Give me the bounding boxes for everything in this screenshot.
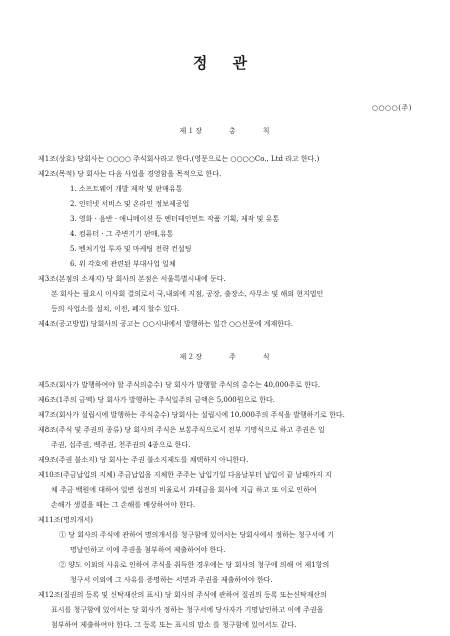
article-7: 제7조(회사가 설립시에 발행하는 주식총수) 당회사는 설립시에 10,000주의 주식을 발행하기로 한다.: [38, 411, 345, 419]
document-title: 정 관: [192, 54, 258, 72]
article-11-para-2: ② 양도 이외의 사유로 인하여 주식을 취득한 경우에는 당 회사의 청구에 의해 여 제1항의: [59, 561, 330, 569]
article-1: 제1조(상호) 당회사는 ○○○○ 주식회사라고 한다.(영문으로는 ○○○○Co., Ltd 라고 한다.): [38, 155, 320, 163]
chapter-2-number: 제２장: [179, 353, 203, 361]
chapter-1-number: 제１장: [179, 127, 203, 135]
article-8-cont: 주권, 십주권, 백주권, 천주권의 4종으로 한다.: [51, 441, 191, 449]
purpose-item-6: 6. 위 각호에 관련된 부대사업 일체: [70, 260, 176, 268]
article-5: 제5조(회사가 발행하여야 할 주식의총수) 당 회사가 발행할 주식의 총수는 40,000주로 한다.: [38, 381, 321, 389]
chapter-2-name: 주: [229, 353, 237, 361]
chapter-2-heading: [0, 352, 450, 362]
article-11-para-1-cont: 명날인하고 이에 주권을 첨부하여 제출하여야 한다.: [70, 546, 226, 554]
purpose-item-1: 1. 소프트웨어 개발 제작 및 판매유통: [70, 185, 183, 193]
article-3-text-cont: 등의 사업소를 설치, 이전, 폐지 할수 있다.: [51, 305, 180, 313]
purpose-item-4: 4. 컴퓨터 · 그 주변기기 판매,유통: [70, 230, 174, 238]
article-4: 제4조(공고방법) 당회사의 공고는 ○○시내에서 발행하는 일간 ○○신문에 게재한다.: [38, 320, 294, 328]
article-12-cont-1: 표시를 청구함에 있어서는 당 회사가 정하는 청구서에 당사자가 기명날인하고 이에 주권을: [51, 606, 324, 614]
article-10: 제10조(주금납입의 지체) 주금납입을 지체한 주주는 납입기일 다음날부터 납입이 끝 날때까지 지: [38, 471, 332, 479]
article-6: 제6조(1주의 금액) 당 회사가 발행하는 주식일주의 금액은 5,000원으로 한다.: [38, 396, 276, 404]
article-12-cont-2: 첨부하여 제출하여야 한다. 그 등록 또는 표시의 말소 를 청구함에 있어서도 같다.: [51, 621, 297, 629]
chapter-1-name-2: 칙: [262, 127, 271, 135]
chapter-1-name: 총: [229, 127, 237, 135]
purpose-item-3: 3. 영화 · 음반 · 애니메이션 등 엔터테인먼트 작품 기획, 제작 및 유통: [70, 215, 280, 223]
article-9: 제9조(주권 불소지) 당 회사는 주권 불소지제도를 채택하지 아니한다.: [38, 456, 249, 464]
company-name: ○○○○(주): [371, 104, 412, 112]
chapter-2-name-2: 식: [262, 353, 271, 361]
chapter-2-body: [38, 378, 418, 633]
article-8: 제8조(주식 및 주권의 종류) 당 회사의 주식은 보통주식으로서 전부 기명식으로 하고 주권은 일: [38, 426, 325, 434]
article-11-para-2-cont: 청구서 이외에 그 사유를 증명하는 서면과 주권을 제출하여야 한다.: [70, 576, 273, 584]
article-10-cont-1: 체 주금 백원에 대하여 일변 십전의 비율로서 과태금을 회사에 지급 하고 또 이로 인하여: [51, 486, 317, 494]
article-10-cont-2: 손해가 생겼을 때는 그 손해를 배상하여야 한다.: [51, 501, 196, 509]
article-3-text: 본 회사는 필요시 이사회 결의로서 국,내외에 지점, 공장, 출장소, 사무소 및 해외 현지법인: [51, 290, 324, 298]
chapter-1-heading: [0, 126, 450, 136]
article-11: 제11조(명의개서): [38, 516, 93, 524]
purpose-item-5: 5. 벤처기업 투자 및 마케팅 전략 컨설팅: [70, 245, 192, 253]
chapter-1-body: [38, 152, 418, 332]
article-3: 제3조(본점의 소재지) 당 회사의 본점은 서울특별시내에 둔다.: [38, 275, 226, 283]
article-12: 제12조(질권의 등록 및 신탁재산의 표시) 당 회사의 주식에 관하여 질권의 등록 또는신탁재산의: [38, 591, 328, 599]
purpose-item-2: 2. 인터넷 서비스 및 온라인 정보제공업: [70, 200, 190, 208]
article-2: 제2조(목적) 당 회사는 다음 사업을 경영함을 목적으로 한다.: [38, 170, 222, 178]
article-11-para-1: ① 당 회사의 주식에 관하여 명의개서를 청구함에 있어서는 당회사에서 정하는 청구서에 기: [59, 531, 334, 539]
